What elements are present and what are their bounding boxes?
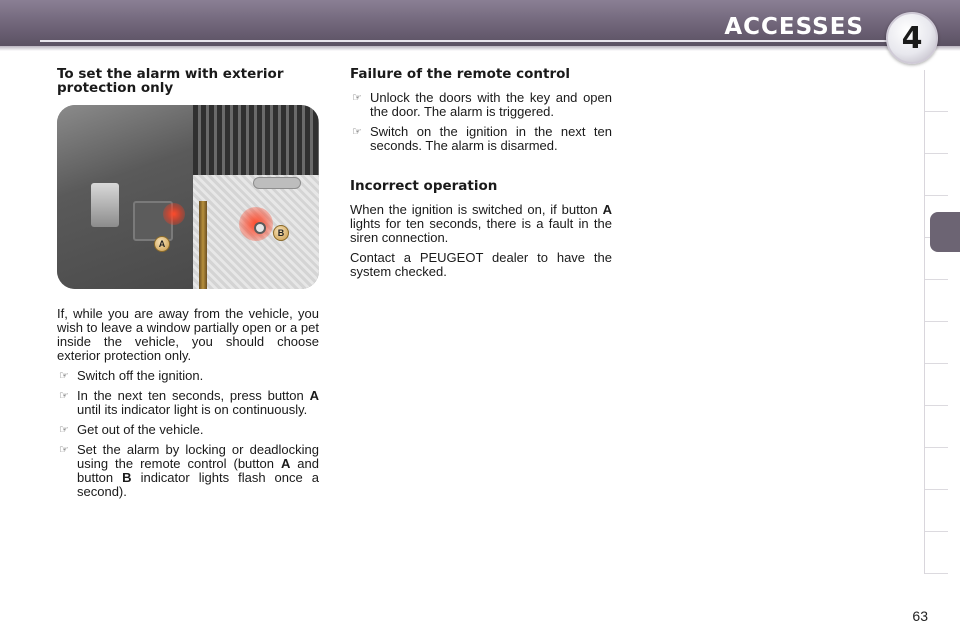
pointing-hand-icon: ☞ [59, 444, 69, 456]
pointing-hand-icon: ☞ [59, 424, 69, 436]
list-item [57, 423, 319, 437]
list-item [57, 443, 319, 499]
intro-paragraph: If, while you are away from the vehicle, you wish to leave a window partially open or a pet inside the vehicle, you should choose exterior protection only. [57, 306, 319, 363]
button-b-ref: B [122, 470, 132, 485]
button-a-ref: A [602, 202, 612, 217]
section-heading-incorrect-operation: Incorrect operation [350, 178, 498, 194]
button-a-ref: A [280, 456, 291, 471]
step-text: Unlock the doors with the key and open the door. The alarm is triggered. [370, 90, 612, 119]
chapter-title: ACCESSES [724, 14, 864, 40]
air-vent [193, 105, 319, 175]
pointing-hand-icon: ☞ [59, 390, 69, 402]
grab-handle [253, 177, 301, 189]
button-b [254, 222, 266, 234]
chapter-tab[interactable] [925, 112, 948, 154]
chapter-tabs [924, 70, 948, 574]
chapter-tab[interactable] [925, 406, 948, 448]
alarm-buttons-photo [57, 105, 319, 289]
list-item [57, 389, 319, 417]
left-column [57, 67, 319, 505]
step-text: Switch on the ignition in the next ten seconds. The alarm is disarmed. [370, 124, 612, 153]
step-text: Get out of the vehicle. [77, 422, 204, 437]
spacer [350, 159, 612, 179]
button-a-ref: A [309, 388, 319, 403]
list-item [350, 125, 612, 153]
pointing-hand-icon: ☞ [352, 92, 362, 104]
window-switch [91, 183, 119, 227]
page-number: 63 [912, 608, 928, 624]
list-item [350, 91, 612, 119]
door-panel [57, 105, 193, 289]
section-heading-exterior-protection: To set the alarm with exterior protection only [57, 66, 284, 96]
header-rule [40, 40, 920, 42]
callout-b: B [273, 225, 289, 241]
step-text [77, 443, 319, 499]
list-item [57, 369, 319, 383]
chapter-tab[interactable] [925, 532, 948, 574]
step-text-part: Set the alarm by locking or deadlocking using the remote control (button [77, 442, 319, 471]
section-heading-remote-failure: Failure of the remote control [350, 66, 571, 82]
active-chapter-tab[interactable] [930, 212, 960, 252]
step-text-part: indicator lights flash once a second). [77, 470, 319, 499]
chapter-number-badge: 4 [886, 12, 938, 64]
dealer-paragraph: Contact a PEUGEOT dealer to have the system checked. [350, 250, 612, 279]
chapter-tab[interactable] [925, 448, 948, 490]
step-text-part: and button [77, 456, 319, 485]
chapter-tab[interactable] [925, 364, 948, 406]
chapter-tab[interactable] [925, 154, 948, 196]
button-a-light [163, 203, 185, 225]
callout-a: A [154, 236, 170, 252]
chapter-tab[interactable] [925, 322, 948, 364]
step-text: Switch off the ignition. [77, 368, 204, 383]
chapter-tab[interactable] [925, 280, 948, 322]
wood-trim [199, 201, 207, 289]
fault-paragraph [350, 203, 612, 245]
paragraph-part: lights for ten seconds, there is a fault in the siren connection. [350, 216, 612, 245]
pointing-hand-icon: ☞ [352, 126, 362, 138]
pointing-hand-icon: ☞ [59, 370, 69, 382]
step-text-part: In the next ten seconds, press button [77, 388, 310, 403]
header-shadow [0, 46, 960, 51]
right-column [350, 67, 612, 285]
step-text [77, 389, 319, 417]
chapter-tab[interactable] [925, 70, 948, 112]
chapter-tab[interactable] [925, 490, 948, 532]
step-text-part: until its indicator light is on continuously. [77, 402, 308, 417]
paragraph-part: When the ignition is switched on, if button [350, 202, 603, 217]
